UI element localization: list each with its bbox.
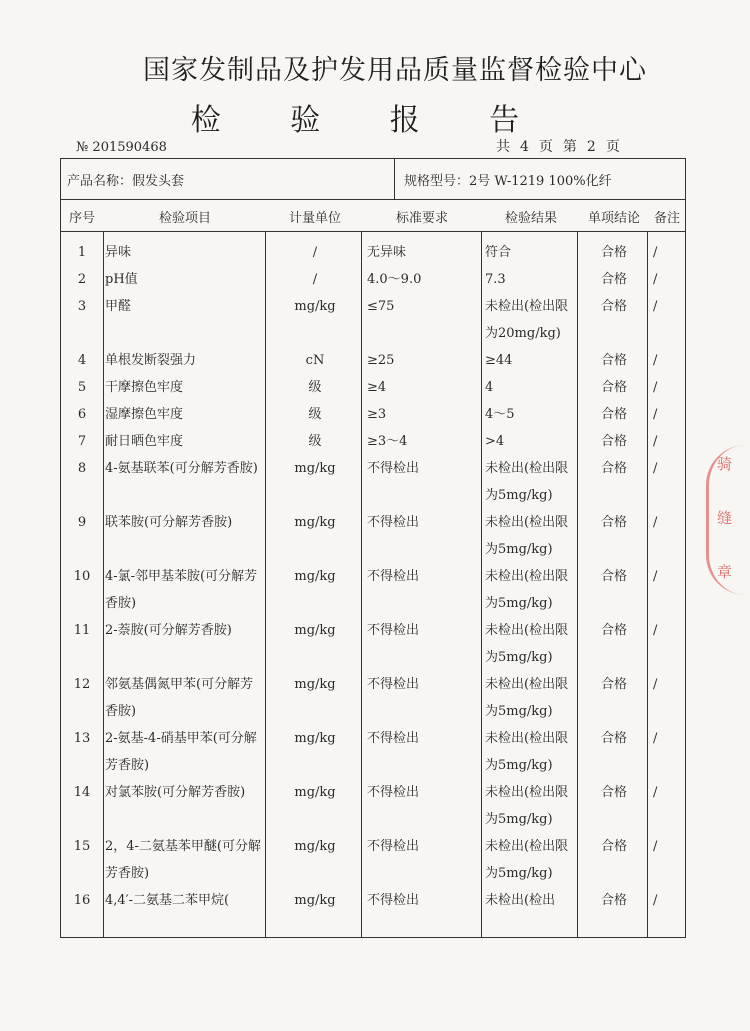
product-spec — [404, 170, 612, 189]
table-cell-unit: cN — [305, 353, 325, 368]
table-cell-result: 4 — [485, 380, 494, 395]
table-cell-item: 4,4′-二氨基二苯甲烷( — [105, 893, 230, 908]
table-cell-conclusion: 合格 — [600, 461, 627, 476]
table-cell-conclusion: 合格 — [600, 731, 627, 746]
table-cell-result: 7.3 — [485, 272, 506, 287]
table-cell-result: 未检出(检出限为20mg/kg) — [485, 299, 569, 341]
table-cell-remark: / — [653, 785, 658, 800]
table-cell-remark: / — [653, 731, 658, 746]
table-cell-no: 14 — [73, 785, 91, 800]
table-cell-item: 2，4-二氨基苯甲醚(可分解芳香胺) — [105, 839, 262, 881]
spec-divider — [394, 159, 395, 199]
table-cell-remark: / — [653, 623, 658, 638]
table-cell-conclusion: 合格 — [600, 785, 627, 800]
header-remark: 备注 — [653, 211, 680, 226]
page-current: 2 — [586, 139, 596, 155]
table-cell-conclusion: 合格 — [600, 893, 627, 908]
table-cell-no: 11 — [73, 623, 91, 638]
product-name-label: 产品名称： — [67, 174, 133, 189]
table-cell-result: >4 — [485, 434, 505, 449]
table-cell-standard: 不得检出 — [367, 515, 420, 530]
table-cell-item: 4-氯-邻甲基苯胺(可分解芳香胺) — [105, 569, 258, 611]
table-cell-result: 未检出(检出限为5mg/kg) — [485, 785, 569, 827]
table-cell-item: 4-氨基联苯(可分解芳香胺) — [105, 461, 258, 476]
header-unit: 计量单位 — [288, 211, 341, 226]
table-header — [61, 199, 685, 232]
table-cell-no: 4 — [77, 353, 87, 368]
table-cell-item: 耐日晒色牢度 — [105, 434, 184, 449]
col-divider — [103, 231, 104, 937]
table-cell-no: 7 — [77, 434, 87, 449]
stamp-char: 章 — [717, 563, 733, 581]
header-item: 检验项目 — [158, 211, 211, 226]
page-current-suffix: 页 — [605, 139, 620, 155]
table-cell-unit: mg/kg — [294, 893, 336, 908]
table-cell-conclusion: 合格 — [600, 407, 627, 422]
table-cell-item: 干摩擦色牢度 — [105, 380, 184, 395]
table-cell-conclusion: 合格 — [600, 380, 627, 395]
table-cell-remark: / — [653, 677, 658, 692]
table-cell-conclusion: 合格 — [600, 353, 627, 368]
table-cell-no: 8 — [77, 461, 87, 476]
product-name-value: 假发头套 — [132, 174, 185, 189]
report-subtitle: 检 验 报 告 — [190, 103, 550, 138]
stamp-char: 骑 — [717, 455, 733, 473]
page-info — [496, 136, 630, 156]
table-cell-result: 4～5 — [485, 407, 515, 422]
table-cell-no: 1 — [77, 245, 87, 260]
table-cell-unit: mg/kg — [294, 839, 336, 854]
table-cell-remark: / — [653, 380, 658, 395]
table-cell-standard: ≥3 — [367, 407, 387, 422]
table-cell-unit: mg/kg — [294, 731, 336, 746]
table-cell-standard: ≥3～4 — [367, 434, 408, 449]
table-cell-standard: ≤75 — [367, 299, 395, 314]
product-name — [67, 170, 184, 189]
table-cell-conclusion: 合格 — [600, 245, 627, 260]
table-cell-standard: 不得检出 — [367, 569, 420, 584]
table-cell-conclusion: 合格 — [600, 677, 627, 692]
table-cell-result: 未检出(检出限为5mg/kg) — [485, 731, 569, 773]
table-cell-unit: mg/kg — [294, 299, 336, 314]
table-cell-unit: mg/kg — [294, 569, 336, 584]
table-cell-unit: / — [312, 245, 318, 260]
table-cell-unit: mg/kg — [294, 785, 336, 800]
table-cell-conclusion: 合格 — [600, 299, 627, 314]
spec-value: 2号 W-1219 100%化纤 — [469, 174, 612, 189]
table-cell-conclusion: 合格 — [600, 839, 627, 854]
table-cell-remark: / — [653, 515, 658, 530]
header-no: 序号 — [68, 211, 95, 226]
table-cell-unit: 级 — [308, 434, 322, 449]
table-cell-item: 单根发断裂强力 — [105, 353, 197, 368]
table-cell-standard: 不得检出 — [367, 893, 420, 908]
seal-stamp — [706, 445, 749, 595]
header-standard: 标准要求 — [395, 211, 448, 226]
table-cell-no: 5 — [77, 380, 87, 395]
report-title: 国家发制品及护发用品质量监督检验中心 — [143, 55, 647, 86]
table-cell-standard: 无异味 — [367, 245, 407, 260]
table-cell-standard: 不得检出 — [367, 731, 420, 746]
table-cell-item: 联苯胺(可分解芳香胺) — [105, 515, 233, 530]
table-cell-remark: / — [653, 569, 658, 584]
table-cell-standard: ≥25 — [367, 353, 395, 368]
table-cell-standard: ≥4 — [367, 380, 387, 395]
table-cell-unit: mg/kg — [294, 623, 336, 638]
page-total-prefix: 共 — [496, 139, 510, 155]
table-cell-conclusion: 合格 — [600, 623, 627, 638]
table-cell-no: 2 — [77, 272, 87, 287]
table-cell-result: 未检出(检出限为5mg/kg) — [485, 623, 569, 665]
table-cell-remark: / — [653, 407, 658, 422]
table-cell-remark: / — [653, 461, 658, 476]
table-cell-conclusion: 合格 — [600, 515, 627, 530]
header-result: 检验结果 — [504, 211, 557, 226]
table-cell-conclusion: 合格 — [600, 272, 627, 287]
table-cell-no: 3 — [77, 299, 87, 314]
col-divider — [265, 231, 266, 937]
table-cell-standard: 不得检出 — [367, 461, 420, 476]
table-cell-no: 15 — [73, 839, 91, 854]
page-current-prefix: 第 — [562, 139, 577, 155]
table-cell-item: 异味 — [105, 245, 132, 260]
page-total: 4 — [520, 139, 529, 155]
table-cell-result: 未检出(检出限为5mg/kg) — [485, 515, 569, 557]
table-cell-item: pH值 — [105, 272, 138, 287]
table-cell-remark: / — [653, 245, 658, 260]
table-cell-result: 未检出(检出限为5mg/kg) — [485, 569, 569, 611]
table-cell-no: 10 — [73, 569, 91, 584]
header-conclusion: 单项结论 — [587, 211, 640, 226]
table-cell-result: 未检出(检出限为5mg/kg) — [485, 839, 569, 881]
table-cell-no: 16 — [73, 893, 91, 908]
table-cell-standard: 不得检出 — [367, 785, 420, 800]
table-cell-item: 邻氨基偶氮甲苯(可分解芳香胺) — [105, 677, 254, 719]
table-cell-result: ≥44 — [485, 353, 513, 368]
table-cell-result: 未检出(检出 — [485, 893, 556, 908]
table-cell-remark: / — [653, 299, 658, 314]
table-cell-remark: / — [653, 893, 658, 908]
table-cell-unit: 级 — [308, 407, 322, 422]
table-cell-conclusion: 合格 — [600, 434, 627, 449]
table-cell-result: 未检出(检出限为5mg/kg) — [485, 461, 569, 503]
table-cell-item: 甲醛 — [105, 299, 132, 314]
table-cell-no: 13 — [73, 731, 91, 746]
table-cell-unit: 级 — [308, 380, 322, 395]
table-cell-item: 湿摩擦色牢度 — [105, 407, 184, 422]
table-cell-no: 12 — [73, 677, 91, 692]
table-cell-unit: / — [312, 272, 318, 287]
table-cell-unit: mg/kg — [294, 515, 336, 530]
table-cell-item: 2-氨基-4-硝基甲苯(可分解芳香胺) — [105, 731, 257, 773]
table-cell-remark: / — [653, 272, 658, 287]
table-cell-remark: / — [653, 839, 658, 854]
table-cell-item: 2-萘胺(可分解芳香胺) — [105, 623, 232, 638]
table-cell-standard: 不得检出 — [367, 839, 420, 854]
table-cell-no: 9 — [77, 515, 87, 530]
table-cell-result: 符合 — [485, 245, 512, 260]
table-cell-unit: mg/kg — [294, 677, 336, 692]
table-cell-unit: mg/kg — [294, 461, 336, 476]
table-cell-remark: / — [653, 434, 658, 449]
page-total-suffix: 页 — [538, 139, 553, 155]
table-cell-standard: 不得检出 — [367, 677, 420, 692]
spec-label: 规格型号： — [404, 174, 470, 189]
table-cell-conclusion: 合格 — [600, 569, 627, 584]
stamp-char: 缝 — [717, 509, 733, 527]
table-cell-standard: 不得检出 — [367, 623, 420, 638]
report-number: № 201590468 — [76, 140, 167, 155]
product-row — [61, 159, 685, 200]
table-cell-no: 6 — [77, 407, 87, 422]
table-cell-item: 对氯苯胺(可分解芳香胺) — [105, 785, 246, 800]
inspection-sheet — [60, 158, 686, 938]
table-cell-result: 未检出(检出限为5mg/kg) — [485, 677, 569, 719]
table-cell-standard: 4.0～9.0 — [367, 272, 422, 287]
table-cell-remark: / — [653, 353, 658, 368]
